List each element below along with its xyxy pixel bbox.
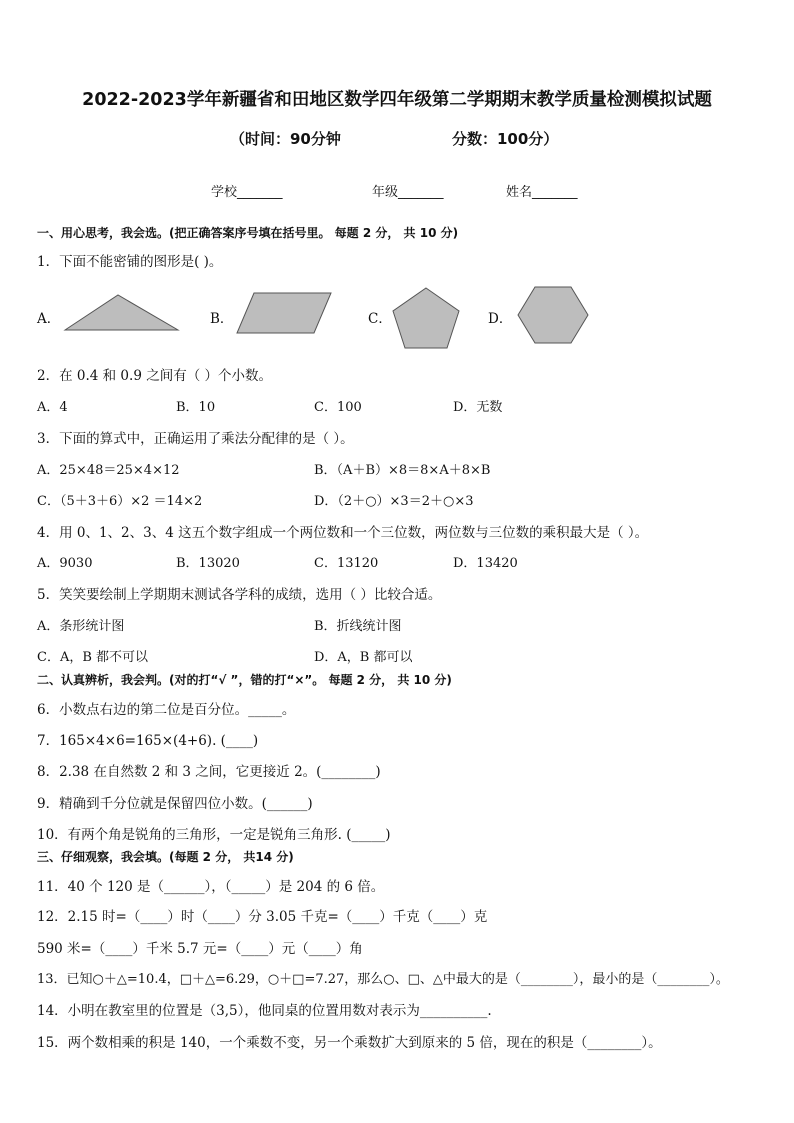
option-c-label: C． — [368, 311, 392, 327]
question-11: 11．40 个 120 是（______），（_____）是 204 的 6 倍。 — [37, 879, 385, 895]
page-title: 2022-2023学年新疆省和田地区数学四年级第二学期期末教学质量检测模拟试题 — [82, 90, 712, 110]
option-a-label: A． — [37, 311, 61, 327]
q5-option-c: C．A，B 都不可以 — [37, 650, 149, 665]
q5-option-d: D．A，B 都可以 — [314, 650, 413, 665]
q5-option-a: A．条形统计图 — [37, 619, 125, 634]
hexagon-icon — [515, 285, 591, 345]
q4-option-b: B．13020 — [176, 556, 240, 571]
question-7: 7．165×4×6=165×(4+6). (____) — [37, 733, 259, 749]
section-heading-judge: 二、认真辨析，我会判。(对的打“√ ”，错的打“×”。 每题 2 分， 共 10 分) — [37, 673, 452, 687]
question-8: 8．2.38 在自然数 2 和 3 之间，它更接近 2。(________) — [37, 764, 381, 780]
question-6: 6．小数点右边的第二位是百分位。_____。 — [37, 702, 296, 718]
option-b-label: B． — [210, 311, 234, 327]
name-field: 姓名_______ — [506, 185, 578, 200]
q2-option-b: B．10 — [176, 400, 216, 415]
question-9: 9．精确到千分位就是保留四位小数。(______) — [37, 796, 313, 812]
grade-field: 年级_______ — [372, 185, 444, 200]
question-10: 10．有两个角是锐角的三角形，一定是锐角三角形. (_____) — [37, 827, 391, 843]
section-heading-choice: 一、用心思考，我会选。(把正确答案序号填在括号里。 每题 2 分， 共 10 分) — [37, 226, 459, 240]
question-13: 13．已知○＋△=10.4，□＋△=6.29，○＋□=7.27，那么○、□、△中最大的是（________），最小的是（________）。 — [37, 972, 729, 987]
exam-score: 分数：100分） — [452, 130, 559, 148]
section-heading-fill: 三、仔细观察，我会填。(每题 2 分， 共14 分) — [37, 850, 294, 864]
school-field: 学校_______ — [211, 185, 283, 200]
option-d-label: D． — [488, 311, 513, 327]
question-14: 14．小明在教室里的位置是（3,5），他同桌的位置用数对表示为__________. — [37, 1003, 492, 1019]
q2-option-a: A．4 — [37, 400, 68, 415]
q4-option-d: D．13420 — [453, 556, 518, 571]
question-15: 15．两个数相乘的积是 140，一个乘数不变，另一个乘数扩大到原来的 5 倍，现在的积是（________）。 — [37, 1035, 662, 1051]
question-12: 12．2.15 时=（____）时（____）分 3.05 千克=（____）千克（____）克 — [37, 909, 488, 925]
pentagon-icon — [390, 285, 462, 351]
question-3: 3．下面的算式中，正确运用了乘法分配律的是（ ）。 — [37, 431, 354, 447]
question-5: 5．笑笑要绘制上学期期末测试各学科的成绩，选用（ ）比较合适。 — [37, 587, 442, 603]
triangle-icon — [62, 292, 182, 334]
q3-option-d: D．（2＋○）×3＝2＋○×3 — [314, 494, 474, 509]
q2-option-d: D．无数 — [453, 400, 503, 415]
q4-option-c: C．13120 — [314, 556, 379, 571]
q2-option-c: C．100 — [314, 400, 362, 415]
question-2: 2．在 0.4 和 0.9 之间有（ ）个小数。 — [37, 368, 272, 384]
parallelogram-icon — [234, 290, 334, 336]
q3-option-b: B．（A＋B）×8＝8×A＋8×B — [314, 463, 491, 478]
question-12-line2: 590 米=（____）千米 5.7 元=（____）元（____）角 — [37, 941, 363, 957]
question-1: 1．下面不能密铺的图形是( )。 — [37, 254, 223, 270]
q4-option-a: A．9030 — [37, 556, 93, 571]
q3-option-a: A．25×48＝25×4×12 — [37, 463, 180, 478]
exam-time: （时间：90分钟 — [230, 130, 341, 148]
q5-option-b: B．折线统计图 — [314, 619, 402, 634]
q3-option-c: C．（5＋3＋6）×2 ＝14×2 — [37, 494, 203, 509]
question-4: 4．用 0、1、2、3、4 这五个数字组成一个两位数和一个三位数，两位数与三位数的乘积最大是（ ）。 — [37, 525, 649, 541]
